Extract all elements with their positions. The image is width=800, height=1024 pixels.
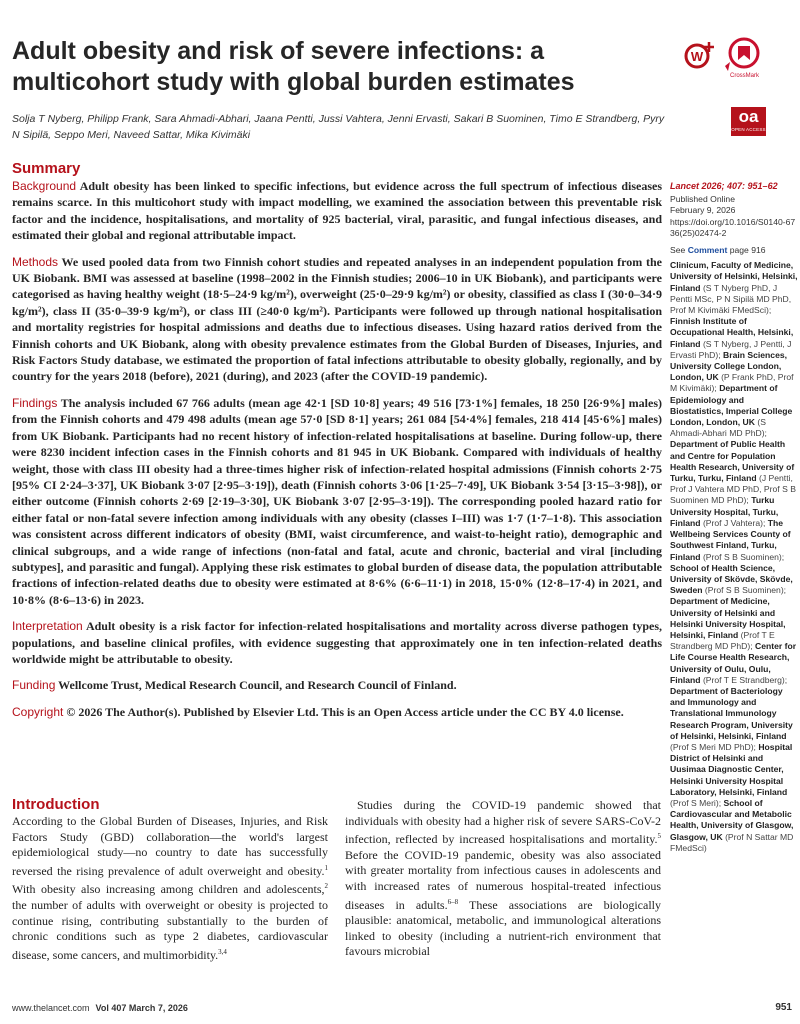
oa-badge-text: oa [738,107,759,126]
affiliation-people: (S T Nyberg PhD, J Pentti MSc, P N Sipilä MD PhD, Prof M Kivimäki FMedSci); [670,282,792,316]
intro-text: According to the Global Burden of Diseases, Injuries, and Risk Factors Study (GBD) collaboration—the world's largest epidemiological study—no country to date has successfully reversed the rising prevalence of adult overweight and obesity. [12,814,328,878]
affiliation-item [670,563,793,595]
abstract-funding [12,677,662,693]
funding-text: Wellcome Trust, Medical Research Council, and Research Council of Finland. [55,678,457,693]
affiliation-item [670,439,796,505]
reference-marker[interactable]: 3,4 [218,947,227,956]
introduction-column-right [345,798,661,960]
journal-citation: Lancet 2026; 407: 951–62 [670,181,778,191]
background-label: Background [12,179,77,193]
intro-text: the number of adults with overweight or obesity is projected to continue rising, contributing substantially to the burden of chronic conditions such as type 2 diabetes, cardiovascular disease, some cancers, and multimorbidity. [12,897,328,962]
methods-text: We used pooled data from two Finnish cohort studies and repeated analyses in an independent population from the UK Biobank. BMI was assessed at baseline (1998–2002 in the Finnish studies; 2006–10 in UK Biobank), and participants were categorised as having healthy weight (18·5–24·9 kg/m²), overweight (25·0–29·9 kg/m²) or obesity, classified as class I (30·0–34·9 kg/m²), class II (35·0–39·9 kg/m²), or class III (≥40·0 kg/m²). Participants were followed up through national hospitalisation and mortality registries for hospital admissions and deaths due to infectious diseases. Using hazard ratios derived from the Finnish cohorts and UK Biobank, along with obesity prevalence estimates from the Global Burden of Diseases, Injuries, and Risk Factors Study database, we estimated the proportion of fatal infections attributable to obesity globally, regionally, and by country for the years 2018 (before), 2021 (during), and 2023 (after the COVID-19 pandemic). [12,254,662,384]
affiliation-people: (S T Nyberg, J Pentti, J Ervasti PhD); [670,338,792,360]
lancet-logo-icon [683,36,723,76]
affiliation-people: (Prof T E Strandberg MD PhD); [670,629,775,652]
intro-text: Studies during the COVID-19 pandemic showed that individuals with obesity had a higher risk of severe SARS-CoV-2 infection, reflected by increased hospitalisations and mortality. [345,798,661,847]
findings-label: Findings [12,395,58,410]
introduction-column-left [12,814,328,963]
interpretation-label: Interpretation [12,619,83,634]
affiliation-institution: Clinicum, Faculty of Medicine, University of Helsinki, Helsinki, Finland [670,260,798,293]
affiliation-institution: School of Health Science, University of Skövde, Skövde, Sweden [670,562,793,596]
affiliation-institution: Center for Life Course Health Research, University of Oulu, Oulu, Finland [670,641,797,685]
footer-left [12,1003,188,1013]
funding-label: Funding [12,678,56,693]
abstract-interpretation [12,618,662,667]
see-comment [670,245,798,256]
affiliation-institution: Turku University Hospital, Turku, Finland [670,495,779,528]
affiliation-people: (J Pentti, Prof J Vahtera MD PhD, Prof S B Suominen MD PhD); [670,473,796,506]
intro-text: Before the COVID-19 pandemic, obesity was also associated with greater mortality from infectious causes in adolescents and with increased rates of numerous hospital-treated infectious diseases in adults. [345,847,661,912]
affiliation-institution: Hospital District of Helsinki and Uusimaa Diagnostic Center, Helsinki University Hospital Laboratory, Helsinki, Finland [670,741,793,797]
affiliation-institution: The Wellbeing Services County of Southwest Finland, Turku, Finland [670,517,791,562]
published-online-label: Published Online [670,194,735,205]
affiliation-people: (Prof N Sattar MD FMedSci) [670,831,794,853]
author-list: Solja T Nyberg, Philipp Frank, Sara Ahmadi-Abhari, Jaana Pentti, Jussi Vahtera, Jenni Ervasti, Sakari B Suominen, Timo E Strandberg, Pyry N Sipilä, Seppo Meri, Naveed Sattar, Mika Kivimäki [12,113,665,141]
open-access-badge [731,107,766,136]
affiliation-people: (Prof S B Suominen); [700,551,785,562]
svg-text:W: W [690,49,704,64]
comment-page: page 916 [727,245,766,256]
affiliation-institution: School of Cardiovascular and Metabolic Health, University of Glasgow, Glasgow, UK [670,797,794,842]
reference-marker[interactable]: 5 [657,832,661,841]
affiliation-people: (Prof S Meri MD PhD); [670,741,759,752]
intro-text: With obesity also increasing among children and adolescents, [12,882,325,897]
abstract-findings [12,395,662,608]
published-date: February 9, 2026 [670,205,736,216]
reference-marker[interactable]: 1 [324,863,328,872]
background-text: Adult obesity has been linked to specific infections, but evidence across the full spectrum of infectious diseases remains scarce. In this multicohort study with impact modelling, we examined the association between this preventable risk factor and the incidence, hospitalisations, and mortality of 925 bacterial, viral, parasitic, and fungal infectious diseases, and estimated their global and regional attributable impact. [12,179,662,243]
introduction-heading: Introduction [12,796,100,813]
affiliation-institution: Department of Public Health and Centre for Population Health Research, University of Turku, Turku, Finland [670,439,795,484]
affiliation-list [670,260,798,854]
intro-text: These associations are biologically plausible: anatomical, metabolic, and immunological alterations linked to obesity (including a nutrient-rich environment that favours microbial [345,897,661,959]
affiliation-people: (S Ahmadi-Abhari MD PhD); [670,417,767,439]
comment-link[interactable]: Comment [687,245,728,256]
affiliation-institution: Finnish Institute of Occupational Health, Helsinki, Finland [670,316,794,349]
interpretation-text: Adult obesity is a risk factor for infection-related hospitalisations and mortality across diverse pathogen types, populations, and baseline clinical profiles, with evidence suggesting that approximately one in ten infection-related deaths worldwide might be attributable to obesity. [12,619,662,666]
affiliation-institution: Department of Epidemiology and Biostatistics, Imperial College London, London, UK [670,383,793,428]
see-label: See [670,245,688,256]
reference-marker[interactable]: 2 [324,882,328,891]
journal-website[interactable]: www.thelancet.com [12,1003,90,1013]
volume-info: Vol 407 March 7, 2026 [95,1003,188,1013]
article-title: Adult obesity and risk of severe infections: a multicohort study with global burden estimates [12,37,575,96]
reference-marker[interactable]: 6–8 [447,897,459,906]
abstract-methods [12,254,662,385]
methods-label: Methods [12,254,59,269]
page-number: 951 [775,1002,792,1013]
affiliation-institution: Department of Bacteriology and Immunology and Translational Immunology Research Program, University of Helsinki, Helsinki, Finland [670,685,793,741]
affiliation-institution: Brain Sciences, University College London, London, UK [670,349,788,383]
doi-link[interactable]: https://doi.org/10.1016/S0140-6736(25)02474-2 [670,216,796,238]
abstract [12,178,662,730]
affiliation-people: (Prof S B Suominen); [702,585,787,596]
crossmark-icon[interactable] [722,36,767,84]
oa-badge-subtext: OPEN ACCESS [731,127,766,132]
abstract-background [12,178,662,244]
affiliation-item [670,260,798,315]
copyright-text: © 2026 The Author(s). Published by Elsevier Ltd. This is an Open Access article under the CC BY 4.0 license. [63,704,624,719]
affiliation-people: (P Frank PhD, Prof M Kivimäki); [670,372,794,394]
findings-text: The analysis included 67 766 adults (mean age 42·1 [SD 10·8] years; 49 516 [73·1%] females, 18 250 [26·9%] males) from the Finnish cohorts and 479 498 adults (mean age 57·0 [SD 8·1] years; 261 084 [54·4%] females, 218 414 [45·6%] males) from UK Biobank. Participants had no recent history of infection-related hospitalisations at baseline. During follow-up, there were 8230 incident infection cases in the Finnish cohorts and 81 945 in UK Biobank. Compared with individuals of healthy weight, those with class III obesity had a three-times higher risk of infection-related hospital admissions (Finnish cohorts 2·75 [95% CI 2·24–3·37], UK Biobank 3·07 [2·95–3·19]), death (Finnish cohorts 3·06 [1·25–7·49], UK Biobank 3·54 [3·15–3·98]), or either outcome (Finnish cohorts 2·69 [2·19–3·30], UK Biobank 3·07 [2·95–3·19]). The corresponding pooled hazard ratio for either fatal or non-fatal severe infection among individuals with any obesity (classes I–III) was 1·7 (1·7–1·8). This association was consistent across different indicators of obesity (BMI, waist circumference, and waist-to-height ratio), demographic and clinical subgroups, and a wide range of infections (non-fatal and fatal, acute and chronic, bacterial and viral [including subtypes], and parasitic and fungal). Applying these risk estimates to global burden of disease data, the population attributable fractions of infection-related deaths due to obesity were estimated at 8·6% (6·6–11·1) in 2018, 15·0% (12·8–17·4) in 2021, and 10·8% (8·6–13·6) in 2023. [12,395,662,607]
sidebar [670,181,798,854]
affiliation-people: (Prof S Meri); [670,797,724,808]
affiliation-people: (Prof J Vahtera); [700,517,768,528]
affiliation-people: (Prof T E Strandberg); [700,674,788,685]
copyright-label: Copyright [12,704,64,719]
affiliation-institution: Department of Medicine, University of Helsinki and Helsinki University Hospital, Helsinki, Finland [670,596,786,640]
crossmark-label: CrossMark [729,73,759,79]
abstract-copyright [12,704,662,720]
summary-heading: Summary [12,160,81,177]
